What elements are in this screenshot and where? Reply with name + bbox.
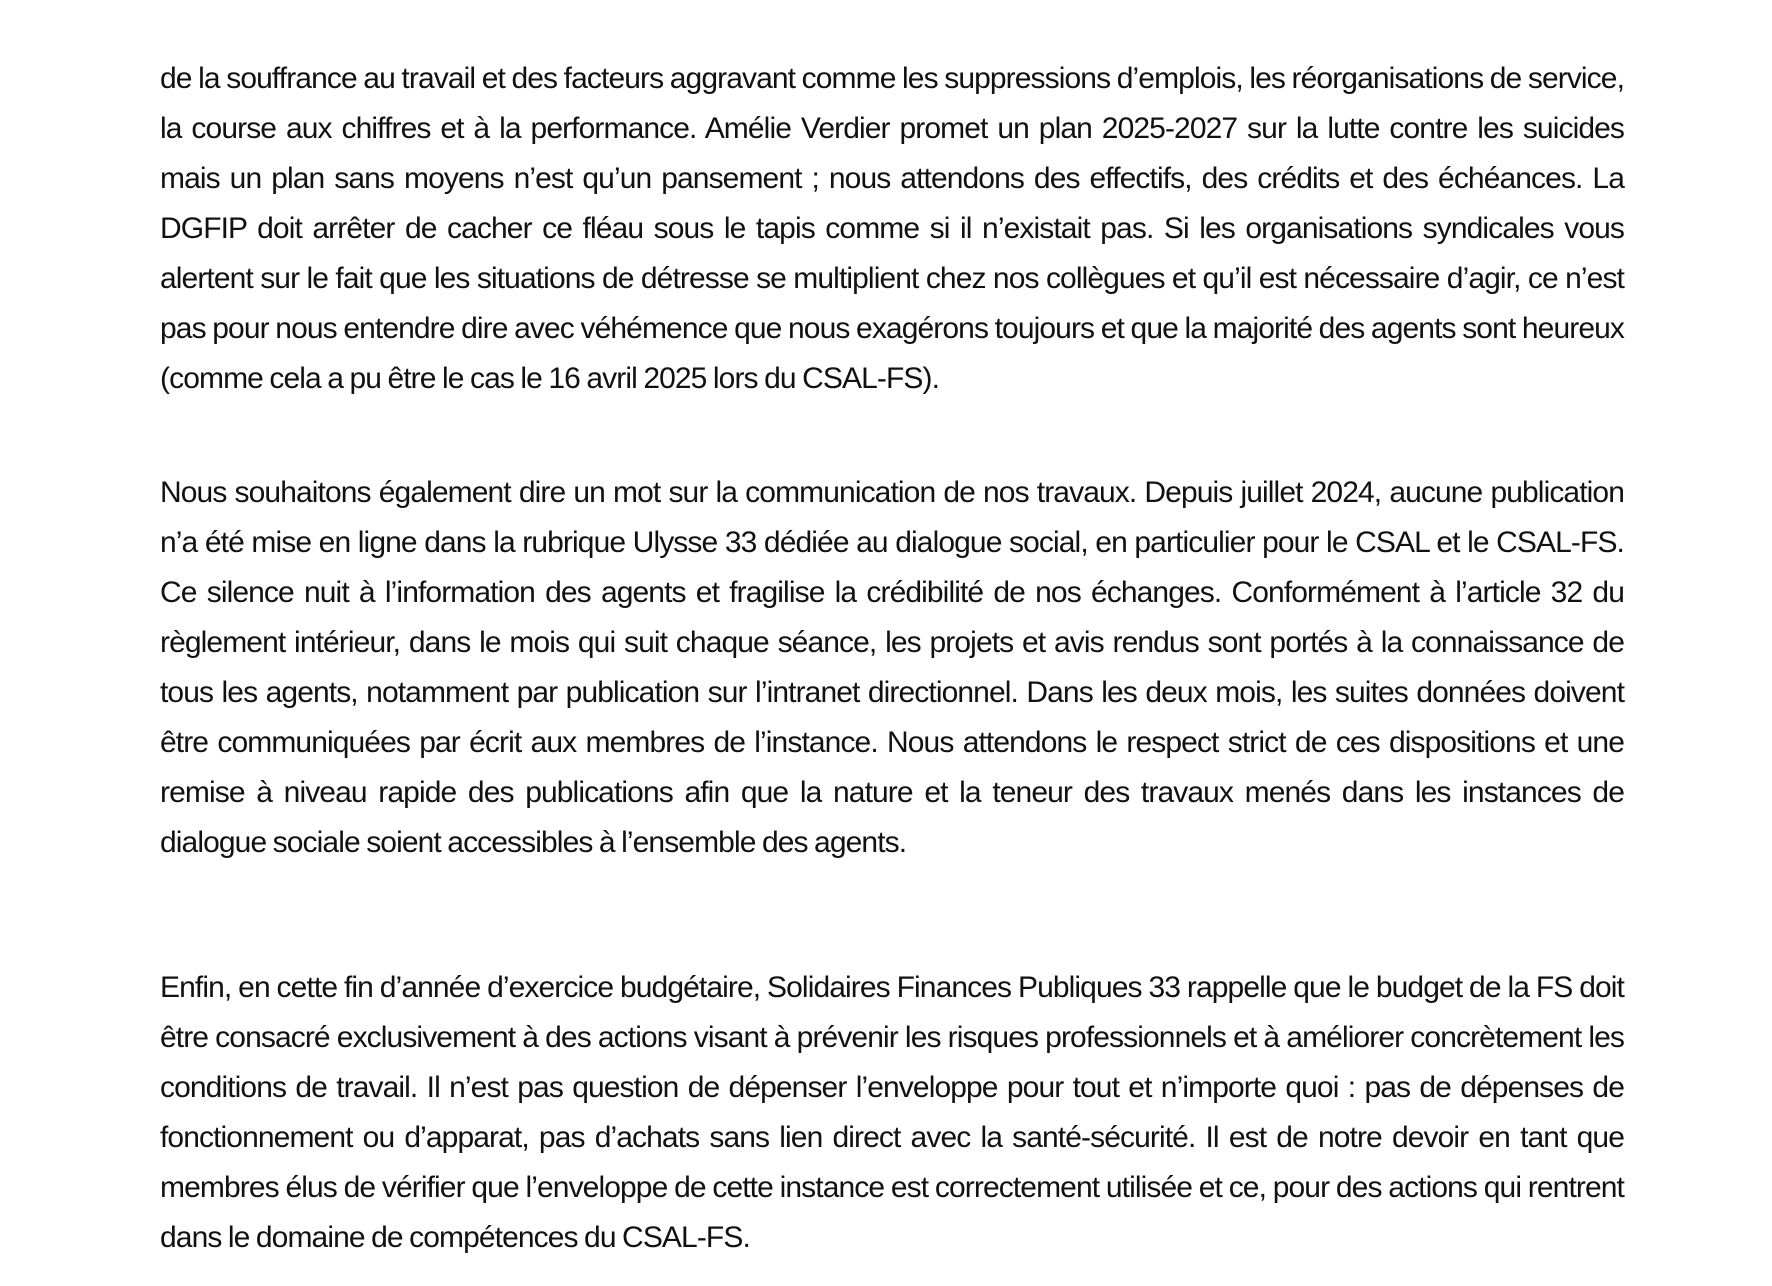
paragraph-budget-fs: Enfin, en cette fin d’année d’exercice budgétaire, Solidaires Finances Publiques 33 rappelle que le budget de la FS doit être consacré exclusivement à des actions visant à prévenir les risques professionnels et à améliorer concrètement les conditions de travail. Il n’est pas question de dépenser l’enveloppe pour tout et n’importe quoi : pas de dépenses de fonctionnement ou d’apparat, pas d’achats sans lien direct avec la santé-sécurité. Il est de notre devoir en tant que membres élus de vérifier que l’enveloppe de cette instance est correctement utilisée et ce, pour des actions qui rentrent dans le domaine de compétences du CSAL-FS. xyxy=(160,971,1624,1254)
paragraph-communication-travaux: Nous souhaitons également dire un mot sur la communication de nos travaux. Depuis juillet 2024, aucune publication n’a été mise en ligne dans la rubrique Ulysse 33 dédiée au dialogue social, en particulier pour le CSAL et le CSAL-FS. Ce silence nuit à l’information des agents et fragilise la crédibilité de nos échanges. Conformément à l’article 32 du règlement intérieur, dans le mois qui suit chaque séance, les projets et avis rendus sont portés à la connaissance de tous les agents, notamment par publication sur l’intranet directionnel. Dans les deux mois, les suites données doivent être communiquées par écrit aux membres de l’instance. Nous attendons le respect strict de ces dispositions et une remise à niveau rapide des publications afin que la nature et la teneur des travaux menés dans les instances de dialogue sociale soient accessibles à l’ensemble des agents. xyxy=(160,476,1624,859)
paragraph-souffrance-au-travail: de la souffrance au travail et des facteurs aggravant comme les suppressions d’emplois, les réorganisations de service, la course aux chiffres et à la performance. Amélie Verdier promet un plan 2025-2027 sur la lutte contre les suicides mais un plan sans moyens n’est qu’un pansement ; nous attendons des effectifs, des crédits et des échéances. La DGFIP doit arrêter de cacher ce fléau sous le tapis comme si il n’existait pas. Si les organisations syndicales vous alertent sur le fait que les situations de détresse se multiplient chez nos collègues et qu’il est nécessaire d’agir, ce n’est pas pour nous entendre dire avec véhémence que nous exagérons toujours et que la majorité des agents sont heureux (comme cela a pu être le cas le 16 avril 2025 lors du CSAL-FS). xyxy=(160,62,1624,395)
